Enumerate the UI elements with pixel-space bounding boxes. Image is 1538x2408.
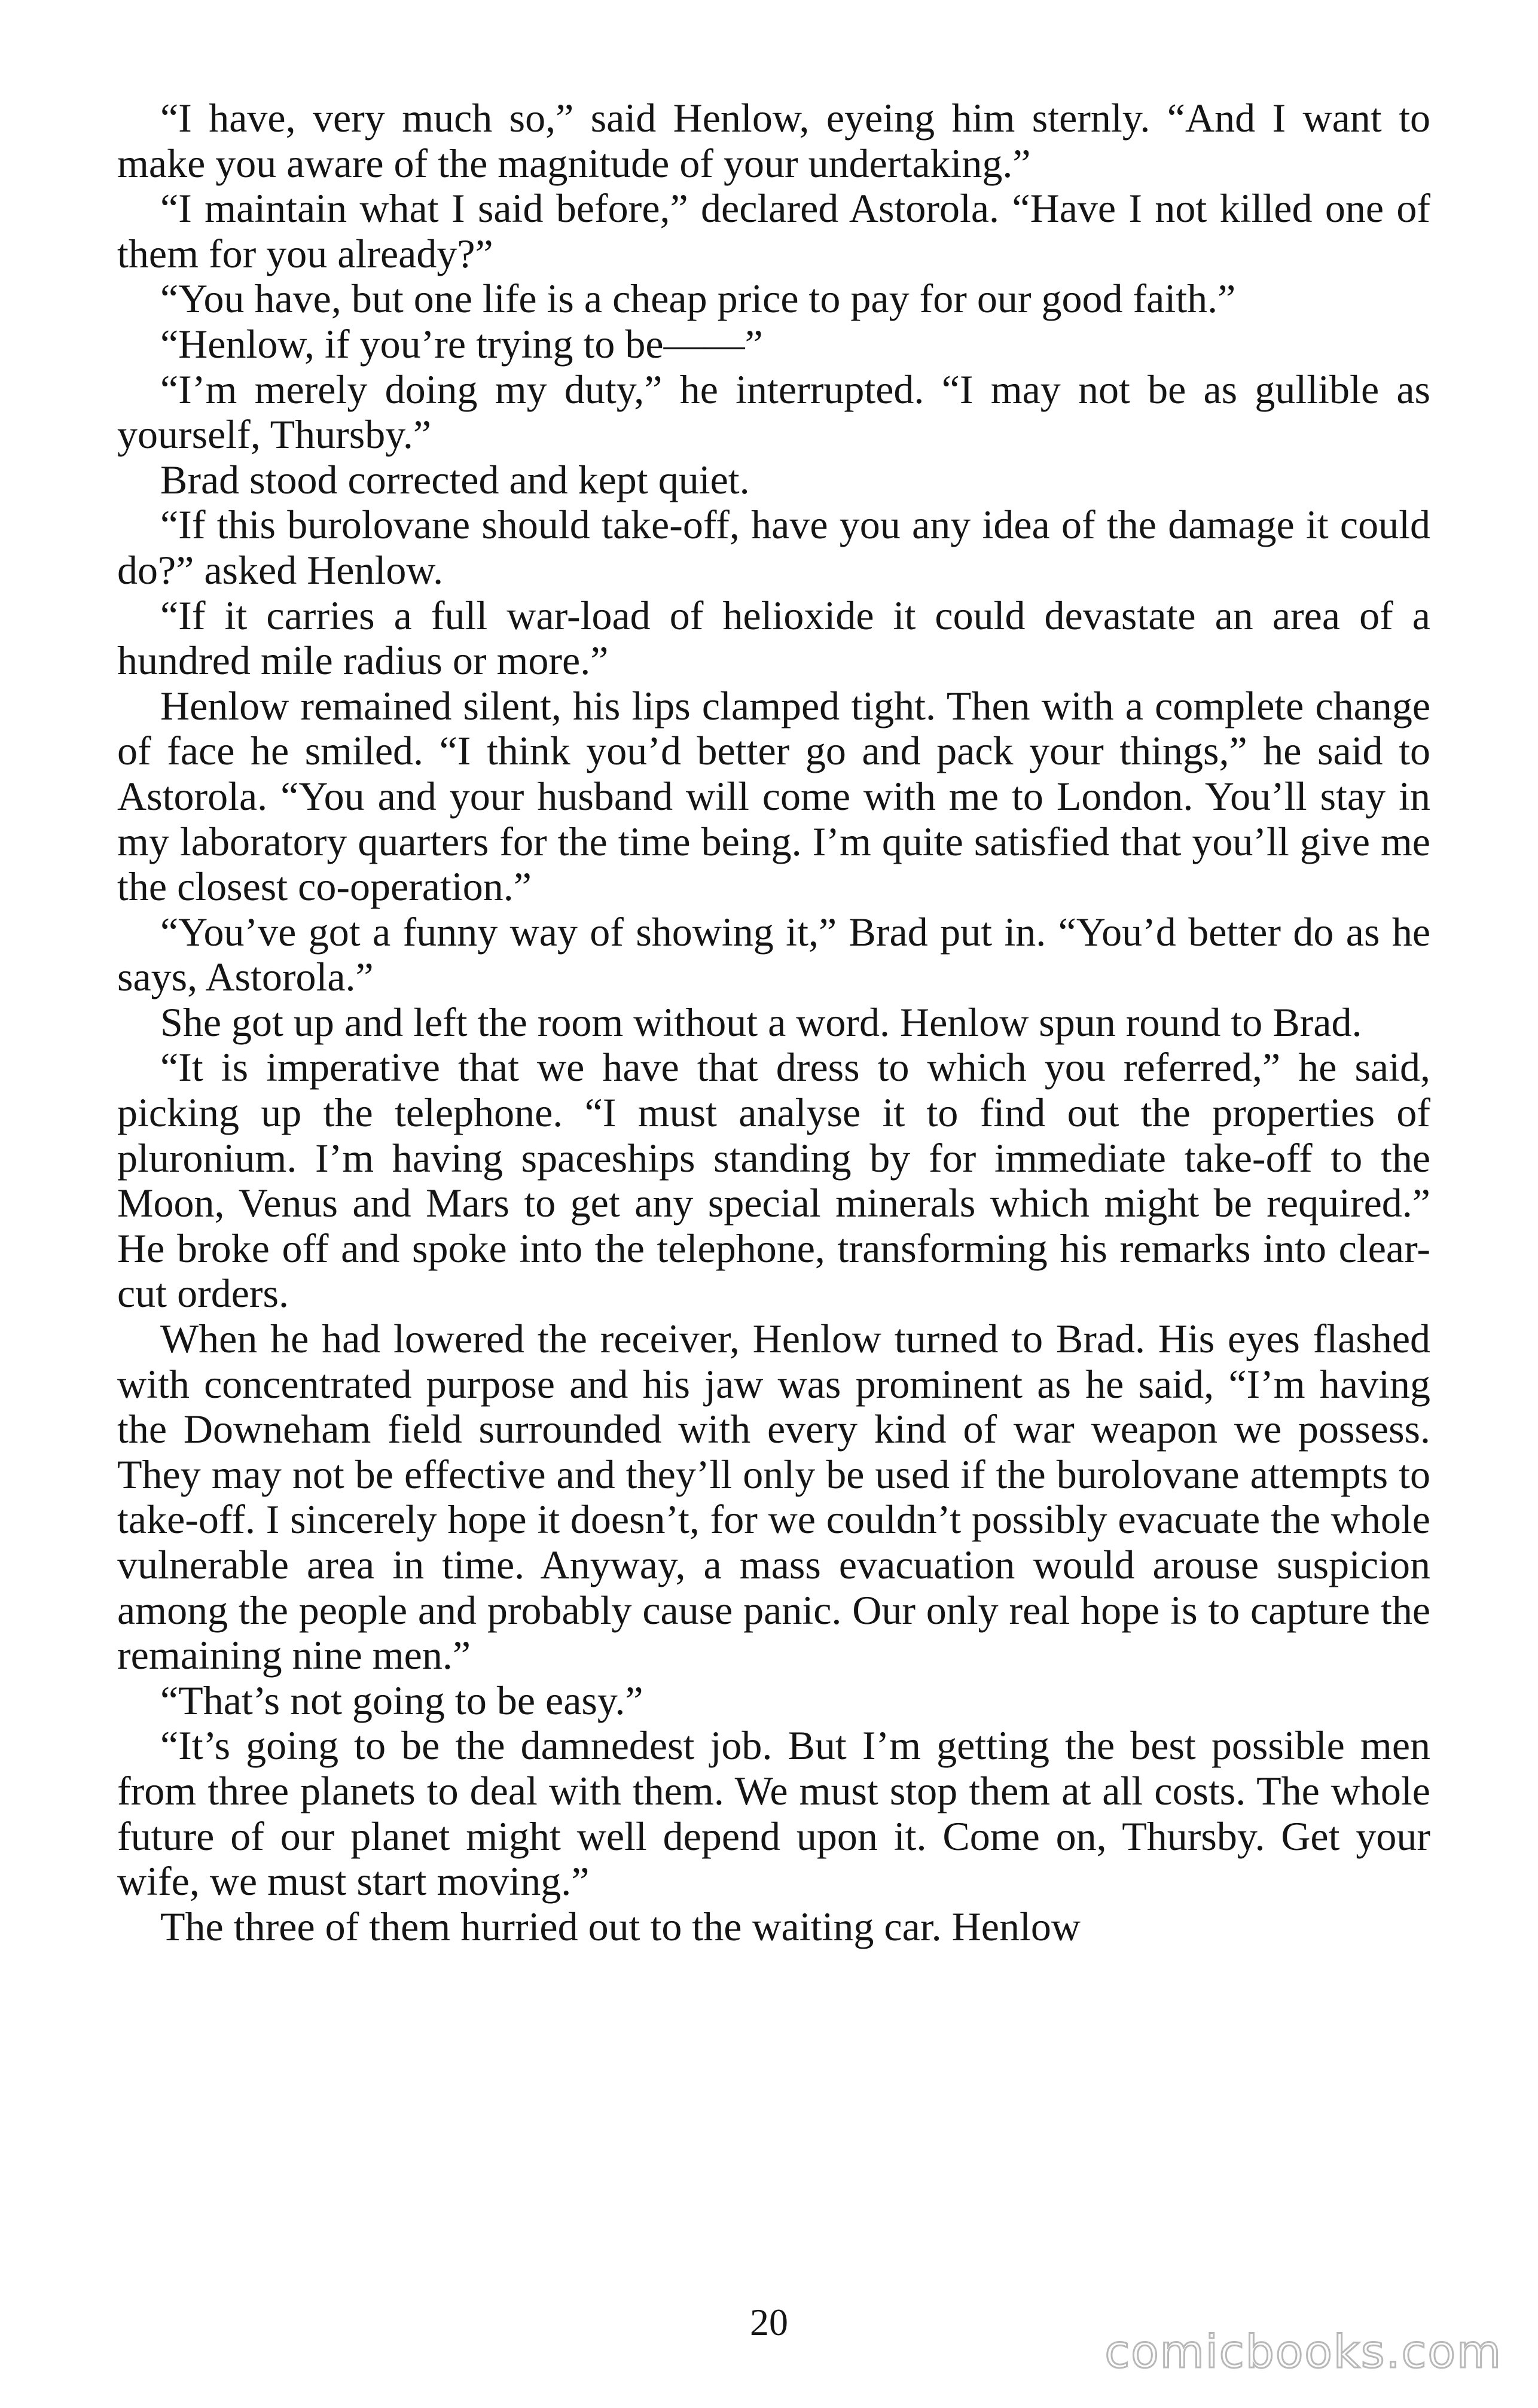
paragraph: “Henlow, if you’re trying to be——” (160, 321, 763, 367)
paragraph: The three of them hurried out to the waiting car. Henlow (160, 1903, 1081, 1949)
paragraph: “You have, but one life is a cheap price to pay for our good faith.” (160, 276, 1236, 322)
page-number: 20 (750, 2301, 788, 2343)
paragraph: “If this burolovane should take-off, have you any idea of the damage it could do?” asked Henlow. (117, 502, 1430, 593)
paragraph: She got up and left the room without a word. Henlow spun round to Brad. (160, 999, 1362, 1045)
paragraph: Brad stood corrected and kept quiet. (160, 456, 750, 502)
paragraph: “I’m merely doing my duty,” he interrupted. “I may not be as gullible as yourself, Thursby.” (117, 366, 1430, 458)
paragraph: “I maintain what I said before,” declared Astorola. “Have I not killed one of them for you already?” (117, 185, 1430, 276)
body-text (117, 96, 1430, 1949)
paragraph: “That’s not going to be easy.” (160, 1677, 643, 1723)
paragraph: “It’s going to be the damnedest job. But I’m getting the best possible men from three planets to deal with them. We must stop them at all costs. The whole future of our planet might well depend upon it. Come on, Thursby. Get your wife, we must start moving.” (117, 1723, 1430, 1904)
paragraph: Henlow remained silent, his lips clamped tight. Then with a complete change of face he smiled. “I think you’d better go and pack your things,” he said to Astorola. “You and your husband will come with me to London. You’ll stay in my laboratory quarters for the time being. I’m quite satisfied that you’ll give me the closest co-operation.” (117, 682, 1430, 910)
paragraph: “I have, very much so,” said Henlow, eyeing him sternly. “And I want to make you aware of the magnitude of your undertaking.” (117, 95, 1430, 186)
paragraph: When he had lowered the receiver, Henlow turned to Brad. His eyes flashed with concentrated purpose and his jaw was prominent as he said, “I’m having the Downeham field surrounded with every kind of war weapon we possess. They may not be effective and they’ll only be used if the burolovane attempts to take-off. I sincerely hope it doesn’t, for we couldn’t possibly evacuate the whole vulnerable area in time. Anyway, a mass evacuation would arouse suspicion among the people and probably cause panic. Our only real hope is to capture the remaining nine men.” (117, 1316, 1430, 1678)
paragraph: “You’ve got a funny way of showing it,” Brad put in. “You’d better do as he says, Astorola.” (117, 909, 1430, 1000)
paragraph: “If it carries a full war-load of helioxide it could devastate an area of a hundred mile radius or more.” (117, 592, 1430, 684)
watermark: comicbooks.com (1104, 2325, 1502, 2378)
paragraph: “It is imperative that we have that dress to which you referred,” he said, picking up the telephone. “I must analyse it to find out the properties of pluronium. I’m having spaceships standing by for immediate take-off to the Moon, Venus and Mars to get any special minerals which might be required.” He broke off and spoke into the telephone, transforming his remarks into clear-cut orders. (117, 1044, 1430, 1316)
